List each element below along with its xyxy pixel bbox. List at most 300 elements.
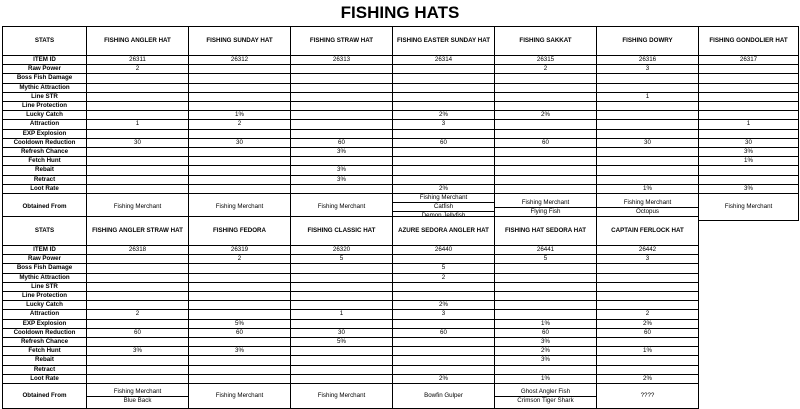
obtained-label: Obtained From [3,194,87,221]
stat-value: 1% [495,374,597,383]
stat-label: Loot Rate [3,374,87,383]
hat-name-header: FISHING GONDOLIER HAT [699,27,799,56]
stat-label: Line STR [3,92,87,101]
stat-value [291,301,393,310]
stat-value: 2 [189,255,291,264]
table-row [3,338,699,347]
table-row [3,148,799,157]
obtained-source: ???? [640,392,655,400]
stat-value [291,102,393,111]
stat-value [291,365,393,374]
table-row [3,175,799,184]
stat-value: 30 [87,138,189,147]
stat-value: 5 [495,255,597,264]
stat-label: Attraction [3,310,87,319]
stat-value: 5% [291,338,393,347]
hat-name-header: FISHING DOWRY [597,27,699,56]
stat-value [597,273,699,282]
stat-value: 1 [699,120,799,129]
stat-value [597,129,699,138]
obtained-source: Crimson Tiger Shark [517,396,574,404]
stat-value [189,148,291,157]
stat-value [291,111,393,120]
stat-value [495,184,597,193]
stat-value: 60 [597,328,699,337]
stat-label: Rebait [3,356,87,365]
table-row [3,120,799,129]
stat-value [291,356,393,365]
stat-value: 2% [393,301,495,310]
stat-value: 26318 [87,246,189,255]
obtained-source: Octopus [635,207,660,215]
stat-value [699,102,799,111]
stat-value [189,184,291,193]
stat-label: EXP Explosion [3,129,87,138]
stat-value [597,74,699,83]
table-row [3,65,799,74]
stat-value: 3% [291,148,393,157]
obtained-source: Bowfin Gulper [424,392,463,400]
stat-value [189,65,291,74]
stat-label: Rebait [3,166,87,175]
stat-value: 3% [495,338,597,347]
stat-value: 26442 [597,246,699,255]
stat-value [495,282,597,291]
stat-value [87,157,189,166]
stat-value [189,129,291,138]
stat-value [495,166,597,175]
stat-value [87,338,189,347]
stat-label: Mythic Attraction [3,83,87,92]
stat-value [189,374,291,383]
stat-value [189,338,291,347]
stat-value [393,157,495,166]
stat-value [189,74,291,83]
stat-value [291,120,393,129]
stat-value: 1 [291,310,393,319]
stat-value [699,166,799,175]
stat-value: 60 [495,138,597,147]
stat-value: 30 [597,138,699,147]
stat-value [291,92,393,101]
stat-value: 3 [393,120,495,129]
stat-value: 30 [189,138,291,147]
stat-value: 30 [291,328,393,337]
obtained-source: Fishing Merchant [215,392,264,400]
stat-value [393,92,495,101]
stats-header: STATS [3,217,87,246]
stat-label: Fetch Hunt [3,347,87,356]
stat-value: 3 [597,255,699,264]
table-row [3,166,799,175]
table-row [3,328,699,337]
table-row [3,292,699,301]
header-row [3,217,699,246]
stat-value [495,157,597,166]
stat-value [495,365,597,374]
stat-label: Line Protection [3,102,87,111]
stat-value: 2% [393,374,495,383]
stat-value: 30 [699,138,799,147]
stat-value: 60 [393,138,495,147]
stat-value [291,83,393,92]
stat-label: Cooldown Reduction [3,328,87,337]
table-row [3,92,799,101]
stat-value [495,264,597,273]
stat-value [393,74,495,83]
stat-value: 26315 [495,56,597,65]
stat-value [495,175,597,184]
stat-value: 26320 [291,246,393,255]
stat-value [597,175,699,184]
stat-value [189,83,291,92]
stat-value [87,292,189,301]
stat-value [87,175,189,184]
stat-value [87,301,189,310]
stat-value [597,102,699,111]
stat-value [495,301,597,310]
stat-value [87,319,189,328]
stat-value: 5 [291,255,393,264]
stat-value: 26317 [699,56,799,65]
table-row [3,102,799,111]
obtained-source: Catfish [393,203,494,212]
stat-value [597,111,699,120]
stat-label: Fetch Hunt [3,157,87,166]
stat-value: 3% [189,347,291,356]
stat-value [393,65,495,74]
stat-value: 60 [87,328,189,337]
stat-value [393,166,495,175]
stat-value [291,264,393,273]
hat-name-header: FISHING FEDORA [189,217,291,246]
stat-value [189,166,291,175]
table-row [3,273,699,282]
stat-value: 60 [393,328,495,337]
stat-value [87,264,189,273]
table-row [3,301,699,310]
stat-value: 2 [189,120,291,129]
stat-value [495,102,597,111]
stat-value [291,292,393,301]
stat-value [597,301,699,310]
stat-value [87,374,189,383]
stats-header: STATS [3,27,87,56]
stat-value [87,365,189,374]
stat-label: Mythic Attraction [3,273,87,282]
stat-value [189,365,291,374]
stat-value [87,148,189,157]
table-row [3,347,699,356]
stat-label: Refresh Chance [3,148,87,157]
hats-table-2 [2,216,699,409]
obtained-source: Ghost Angler Fish [495,388,596,397]
stat-value: 26316 [597,56,699,65]
stat-value: 2% [597,319,699,328]
obtained-source: Fishing Merchant [113,203,162,211]
stat-value [87,356,189,365]
hat-name-header: FISHING ANGLER STRAW HAT [87,217,189,246]
stat-value [495,292,597,301]
stat-value: 2% [495,347,597,356]
stat-value: 1 [87,120,189,129]
stat-value [393,282,495,291]
hat-name-header: FISHING EASTER SUNDAY HAT [393,27,495,56]
stat-value [189,175,291,184]
stat-value: 1 [597,92,699,101]
stat-value: 2% [393,111,495,120]
stat-value [597,356,699,365]
stat-value [87,129,189,138]
stat-value: 1% [597,184,699,193]
hat-name-header: FISHING SUNDAY HAT [189,27,291,56]
stat-value: 5% [189,319,291,328]
stat-value [87,74,189,83]
stat-value [597,120,699,129]
table-row [3,282,699,291]
stat-value [597,148,699,157]
stat-label: Boss Fish Damage [3,264,87,273]
table-row [3,129,799,138]
stat-value [597,166,699,175]
stat-label: Boss Fish Damage [3,74,87,83]
table-row [3,74,799,83]
stat-value [495,148,597,157]
stat-value [597,365,699,374]
stat-value [189,157,291,166]
stat-value: 2 [393,273,495,282]
stat-value [699,65,799,74]
stat-value: 26319 [189,246,291,255]
stat-value [87,166,189,175]
hat-name-header: FISHING HAT SEDORA HAT [495,217,597,246]
obtained-source: Fishing Merchant [87,388,188,397]
stat-label: Lucky Catch [3,111,87,120]
stat-value [699,129,799,138]
stat-label: Raw Power [3,65,87,74]
stat-value [699,83,799,92]
stat-value: 60 [189,328,291,337]
stat-value [393,175,495,184]
stat-value: 1% [597,347,699,356]
stat-value [495,129,597,138]
obtained-cell [393,384,495,409]
stat-value [597,338,699,347]
table-row [3,365,699,374]
stat-label: Raw Power [3,255,87,264]
table-row [3,356,699,365]
stat-label: Cooldown Reduction [3,138,87,147]
stat-value [189,92,291,101]
stat-value: 60 [291,138,393,147]
stat-value [291,319,393,328]
hat-name-header: FISHING CLASSIC HAT [291,217,393,246]
stat-value [393,129,495,138]
stat-value: 26440 [393,246,495,255]
stat-label: Line Protection [3,292,87,301]
obtained-cell [495,384,597,409]
stat-value [291,184,393,193]
table-row [3,319,699,328]
stat-label: Retract [3,175,87,184]
stat-label: ITEM ID [3,246,87,255]
obtained-source: Fishing Merchant [215,203,264,211]
stat-value [87,255,189,264]
obtained-row [3,384,699,409]
stat-value [597,264,699,273]
stat-value [189,310,291,319]
stat-value: 1% [495,319,597,328]
table-row [3,83,799,92]
stat-value [393,365,495,374]
obtained-source: Fishing Merchant [724,203,773,211]
stat-value [189,301,291,310]
obtained-source: Fishing Merchant [393,194,494,203]
stat-value [189,273,291,282]
stat-value: 26312 [189,56,291,65]
stat-value [87,184,189,193]
stat-value [597,83,699,92]
stat-value: 2 [87,310,189,319]
hat-name-header: FISHING STRAW HAT [291,27,393,56]
stat-label: EXP Explosion [3,319,87,328]
header-row [3,27,799,56]
stat-value: 2% [495,111,597,120]
stat-label: Attraction [3,120,87,129]
stat-value [87,92,189,101]
stat-value: 1% [699,157,799,166]
obtained-source: Fishing Merchant [495,199,596,208]
stat-label: Loot Rate [3,184,87,193]
stat-value [495,92,597,101]
stat-value: 26441 [495,246,597,255]
stat-value [87,273,189,282]
stat-value [87,282,189,291]
stat-value [393,319,495,328]
stat-value [189,264,291,273]
stat-value: 3 [393,310,495,319]
table-row [3,184,799,193]
stat-value: 26311 [87,56,189,65]
table-row [3,157,799,166]
stat-value [699,111,799,120]
stat-value: 3% [291,175,393,184]
stat-value [495,74,597,83]
stat-label: Refresh Chance [3,338,87,347]
stat-value [393,338,495,347]
stat-value: 3% [87,347,189,356]
stat-value: 2 [495,65,597,74]
stat-value [597,157,699,166]
table-row [3,264,699,273]
stat-value [291,273,393,282]
stat-label: Lucky Catch [3,301,87,310]
stat-value [699,175,799,184]
stat-value [189,292,291,301]
stat-value [495,120,597,129]
table-row [3,255,699,264]
stat-value [189,356,291,365]
obtained-cell [189,384,291,409]
obtained-source: Flying Fish [530,207,561,215]
stat-label: ITEM ID [3,56,87,65]
stat-value [291,129,393,138]
stat-value: 60 [495,328,597,337]
stat-label: Line STR [3,282,87,291]
stat-value: 3% [699,184,799,193]
table-row [3,310,699,319]
stat-value [597,292,699,301]
stat-value [495,273,597,282]
stat-value [189,282,291,291]
stat-value [393,83,495,92]
stat-value [393,102,495,111]
obtained-cell [597,384,699,409]
stat-label: Retract [3,365,87,374]
stat-value [87,83,189,92]
stat-value [393,148,495,157]
stat-value [495,83,597,92]
table-row [3,374,699,383]
stat-value [291,282,393,291]
stat-value: 2% [597,374,699,383]
stat-value: 2 [87,65,189,74]
stat-value [597,282,699,291]
stat-value: 26313 [291,56,393,65]
hat-name-header: FISHING ANGLER HAT [87,27,189,56]
obtained-source: Fishing Merchant [597,199,698,208]
stat-value [291,74,393,83]
stat-value [393,347,495,356]
hat-name-header: CAPTAIN FERLOCK HAT [597,217,699,246]
stat-value [699,74,799,83]
stat-value: 2 [597,310,699,319]
obtained-source: Blue Back [123,396,152,404]
obtained-cell [87,384,189,409]
stat-value: 3% [291,166,393,175]
stat-value: 26314 [393,56,495,65]
table-row [3,111,799,120]
stat-value: 1% [189,111,291,120]
table-row [3,56,799,65]
stat-value [393,356,495,365]
stat-value [291,157,393,166]
hat-name-header: AZURE SEDORA ANGLER HAT [393,217,495,246]
stat-value [393,255,495,264]
stat-value [189,102,291,111]
table-row [3,138,799,147]
stat-value [291,347,393,356]
obtained-source: Fishing Merchant [317,392,366,400]
table-row [3,246,699,255]
stat-value [87,102,189,111]
stat-value: 5 [393,264,495,273]
stat-value: 3% [699,148,799,157]
obtained-label: Obtained From [3,384,87,409]
stat-value [393,292,495,301]
obtained-source: Fishing Merchant [317,203,366,211]
page-title: FISHING HATS [340,3,460,22]
obtained-cell [291,384,393,409]
obtained-cell [699,194,799,221]
hat-name-header: FISHING SAKKAT [495,27,597,56]
stat-value [87,111,189,120]
hats-table-1 [2,26,799,221]
stat-value: 3 [597,65,699,74]
stat-value [495,310,597,319]
stat-value [291,65,393,74]
stat-value [699,92,799,101]
